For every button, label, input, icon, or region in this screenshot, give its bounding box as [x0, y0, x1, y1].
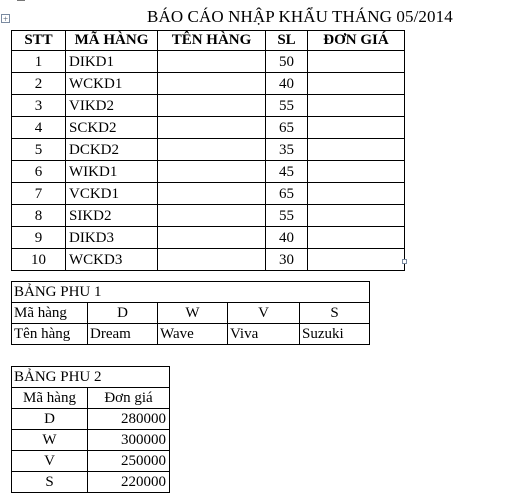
cell-sl[interactable]: 40 — [266, 227, 308, 249]
cell-stt[interactable]: 7 — [12, 183, 66, 205]
cell-stt[interactable]: 2 — [12, 73, 66, 95]
bang-phu-2-table — [11, 366, 170, 493]
cell-stt[interactable]: 6 — [12, 161, 66, 183]
bang-phu-2-code-cell[interactable]: V — [12, 451, 88, 472]
bang-phu-1-code-label[interactable]: Mã hàng — [12, 303, 88, 324]
bang-phu-2-code-cell[interactable]: W — [12, 430, 88, 451]
bang-phu-1-name-cell[interactable]: Suzuki — [300, 324, 370, 345]
cell-stt[interactable]: 10 — [12, 249, 66, 271]
table-row — [12, 205, 405, 227]
table-row — [12, 117, 405, 139]
cell-stt[interactable]: 3 — [12, 95, 66, 117]
bang-phu-1-code-cell[interactable]: V — [228, 303, 300, 324]
header-sl[interactable]: SL — [266, 31, 308, 51]
cell-sl[interactable]: 50 — [266, 51, 308, 73]
cell-ma-hang[interactable]: WCKD1 — [66, 73, 158, 95]
bang-phu-1-title-row — [12, 282, 370, 303]
table-row — [12, 139, 405, 161]
bang-phu-2-col2-header[interactable]: Đơn giá — [88, 388, 170, 409]
cell-don-gia[interactable] — [308, 117, 405, 139]
bang-phu-1-code-row — [12, 303, 370, 324]
table-row — [12, 183, 405, 205]
bang-phu-1-name-cell[interactable]: Wave — [158, 324, 228, 345]
table-header-row — [12, 31, 405, 51]
bang-phu-2-title[interactable]: BẢNG PHU 2 — [12, 367, 170, 388]
cell-ten-hang[interactable] — [158, 249, 266, 271]
table-row — [12, 73, 405, 95]
bang-phu-1-code-cell[interactable]: S — [300, 303, 370, 324]
cell-ma-hang[interactable]: DCKD2 — [66, 139, 158, 161]
bang-phu-2-price-cell[interactable]: 300000 — [88, 430, 170, 451]
text-cursor-mark — [17, 0, 25, 5]
header-stt[interactable]: STT — [12, 31, 66, 51]
bang-phu-2-row — [12, 409, 170, 430]
bang-phu-2-price-cell[interactable]: 220000 — [88, 472, 170, 493]
report-table — [11, 30, 405, 271]
bang-phu-2-row — [12, 451, 170, 472]
bang-phu-2-header-row — [12, 388, 170, 409]
cell-ten-hang[interactable] — [158, 139, 266, 161]
cell-don-gia[interactable] — [308, 95, 405, 117]
cell-don-gia[interactable] — [308, 205, 405, 227]
bang-phu-1-code-cell[interactable]: W — [158, 303, 228, 324]
move-handle-icon[interactable]: + — [2, 14, 9, 24]
cell-sl[interactable]: 40 — [266, 73, 308, 95]
bang-phu-1-table — [11, 281, 370, 345]
bang-phu-2-code-cell[interactable]: S — [12, 472, 88, 493]
cell-stt[interactable]: 4 — [12, 117, 66, 139]
cell-sl[interactable]: 45 — [266, 161, 308, 183]
bang-phu-2-col1-header[interactable]: Mã hàng — [12, 388, 88, 409]
bang-phu-1-name-row — [12, 324, 370, 345]
cell-ten-hang[interactable] — [158, 205, 266, 227]
cell-ten-hang[interactable] — [158, 227, 266, 249]
cell-ten-hang[interactable] — [158, 95, 266, 117]
cell-ma-hang[interactable]: VCKD1 — [66, 183, 158, 205]
bang-phu-2-code-cell[interactable]: D — [12, 409, 88, 430]
cell-ten-hang[interactable] — [158, 161, 266, 183]
bang-phu-1-name-cell[interactable]: Dream — [88, 324, 158, 345]
cell-ten-hang[interactable] — [158, 117, 266, 139]
table-row — [12, 95, 405, 117]
cell-stt[interactable]: 9 — [12, 227, 66, 249]
cell-sl[interactable]: 55 — [266, 205, 308, 227]
bang-phu-2-row — [12, 430, 170, 451]
cell-ten-hang[interactable] — [158, 183, 266, 205]
cell-ma-hang[interactable]: DIKD1 — [66, 51, 158, 73]
bang-phu-2-price-cell[interactable]: 250000 — [88, 451, 170, 472]
cell-ma-hang[interactable]: DIKD3 — [66, 227, 158, 249]
bang-phu-1-title[interactable]: BẢNG PHU 1 — [12, 282, 370, 303]
cell-don-gia[interactable] — [308, 139, 405, 161]
cell-sl[interactable]: 65 — [266, 117, 308, 139]
bang-phu-1-code-cell[interactable]: D — [88, 303, 158, 324]
cell-don-gia[interactable] — [308, 161, 405, 183]
header-don-gia[interactable]: ĐƠN GIÁ — [308, 31, 405, 51]
cell-sl[interactable]: 65 — [266, 183, 308, 205]
header-ten-hang[interactable]: TÊN HÀNG — [158, 31, 266, 51]
table-row — [12, 161, 405, 183]
cell-ma-hang[interactable]: WIKD1 — [66, 161, 158, 183]
resize-handle-icon[interactable] — [402, 259, 407, 264]
cell-ma-hang[interactable]: VIKD2 — [66, 95, 158, 117]
table-row — [12, 51, 405, 73]
cell-stt[interactable]: 5 — [12, 139, 66, 161]
header-ma-hang[interactable]: MÃ HÀNG — [66, 31, 158, 51]
cell-ma-hang[interactable]: SCKD2 — [66, 117, 158, 139]
cell-don-gia[interactable] — [308, 51, 405, 73]
cell-don-gia[interactable] — [308, 183, 405, 205]
bang-phu-1-name-label[interactable]: Tên hàng — [12, 324, 88, 345]
bang-phu-1-name-cell[interactable]: Viva — [228, 324, 300, 345]
cell-don-gia[interactable] — [308, 249, 405, 271]
cell-stt[interactable]: 1 — [12, 51, 66, 73]
bang-phu-2-price-cell[interactable]: 280000 — [88, 409, 170, 430]
cell-sl[interactable]: 35 — [266, 139, 308, 161]
table-row — [12, 249, 405, 271]
cell-ten-hang[interactable] — [158, 73, 266, 95]
cell-ten-hang[interactable] — [158, 51, 266, 73]
cell-don-gia[interactable] — [308, 73, 405, 95]
bang-phu-2-title-row — [12, 367, 170, 388]
cell-sl[interactable]: 55 — [266, 95, 308, 117]
bang-phu-2-row — [12, 472, 170, 493]
cell-stt[interactable]: 8 — [12, 205, 66, 227]
cell-ma-hang[interactable]: SIKD2 — [66, 205, 158, 227]
table-row — [12, 227, 405, 249]
cell-sl[interactable]: 30 — [266, 249, 308, 271]
cell-ma-hang[interactable]: WCKD3 — [66, 249, 158, 271]
cell-don-gia[interactable] — [308, 227, 405, 249]
report-title: BÁO CÁO NHẬP KHẨU THÁNG 05/2014 — [147, 7, 453, 26]
